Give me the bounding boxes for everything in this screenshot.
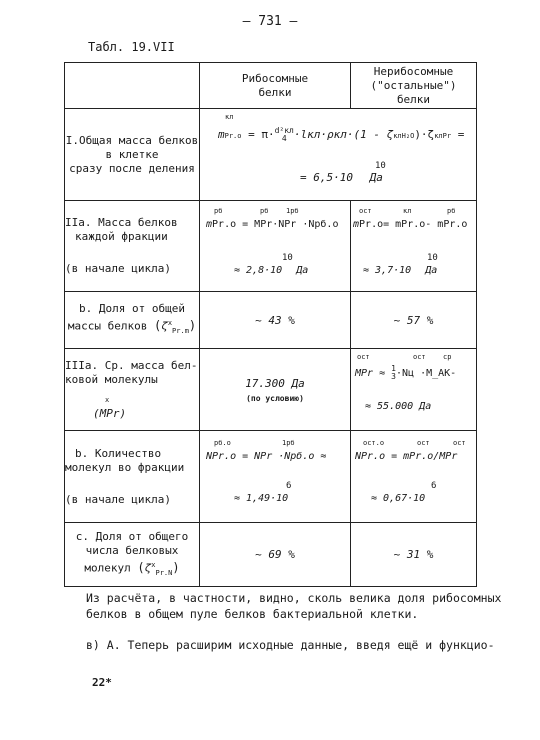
formula-subscript: H₂O xyxy=(401,132,415,140)
formula-superscript: кл xyxy=(434,132,443,140)
formula-symbol: m xyxy=(353,219,360,230)
data-table xyxy=(64,62,477,587)
formula-part: Pr.o = MPr·NPr ·Nрб.o xyxy=(212,219,339,230)
zeta-symbol: ζ xyxy=(144,561,152,575)
formula-superscript: рб xyxy=(260,207,269,215)
header-ribosomal-line1: Рибосомные xyxy=(241,71,309,85)
formula-superscript: рб xyxy=(447,207,456,215)
fraction-numerator: d²кл xyxy=(274,126,294,135)
header-nonribosomal-line1: Нерибосомные xyxy=(373,64,454,78)
average-mass-ribosomal-cell xyxy=(200,349,351,431)
fraction-mass-ribosomal-cell xyxy=(200,201,351,292)
molecule-count-ribosomal-result: ≈ 1,49·10 xyxy=(234,493,289,504)
formula-superscript: ост xyxy=(413,353,426,361)
average-mass-ribosomal-note: (по условию) xyxy=(246,393,304,403)
formula-part: ·lкл·ρкл·(1 - ζ xyxy=(293,128,394,141)
row-label-note: (в начале цикла) xyxy=(65,492,171,506)
row-label-mass-share xyxy=(65,292,200,349)
formula-superscript: ост.o xyxy=(363,439,385,447)
formula-superscript: 1рб xyxy=(282,439,295,447)
row-label-total-mass xyxy=(65,109,200,201)
molecule-count-ribosomal-formula: NPr.o = NPr ·Nрб.o ≈ xyxy=(206,451,327,462)
row-label-line: ковой молекулы xyxy=(65,372,158,386)
result-unit: Да xyxy=(369,171,383,184)
formula-superscript: кл xyxy=(403,207,412,215)
table-row-average-mass xyxy=(65,349,477,431)
signature-mark: 22* xyxy=(92,676,112,689)
row-label-text: молекул xyxy=(84,561,131,575)
fraction-numerator: 1 xyxy=(391,364,396,373)
body-paragraph-continued: в) А. Теперь расширим исходные данные, введя ещё и функцио- xyxy=(86,638,495,652)
table-row-fraction-mass xyxy=(65,201,477,292)
formula-part: = xyxy=(457,128,465,141)
row-label-line: массы белков $(\zeta^x_{Pr.m})$ xyxy=(67,318,197,335)
formula-part: = π· xyxy=(248,128,275,141)
average-mass-ribosomal-value: 17.300 Да xyxy=(245,376,305,390)
fraction-mass-ribosomal-formula xyxy=(206,219,338,230)
formula-superscript: ср xyxy=(443,353,452,361)
formula-superscript: кл xyxy=(225,113,234,121)
formula-subscript: Pr xyxy=(442,132,452,140)
total-mass-result xyxy=(300,171,383,184)
mass-share-ribosomal: ~ 43 % xyxy=(200,292,351,349)
row-label-line: числа белковых xyxy=(85,543,179,557)
table-caption: Табл. 19.VII xyxy=(88,40,175,54)
zeta-symbol: ζ xyxy=(161,319,168,333)
body-paragraph: Из расчёта, в частности, видно, сколь велика доля рибосомных белков в общем пуле белков бактериальной клетки. xyxy=(86,591,502,621)
molecule-count-ribosomal-cell xyxy=(200,431,351,523)
formula-superscript: x xyxy=(151,560,156,569)
formula-superscript: ост xyxy=(417,439,430,447)
formula-superscript: x xyxy=(105,395,110,404)
molecule-count-nonribosomal-result: ≈ 0,67·10 xyxy=(371,493,426,504)
result-exponent: 6 xyxy=(431,481,437,491)
result-value: = 6,5·10 xyxy=(300,171,353,184)
header-empty-cell xyxy=(65,63,200,109)
table-row-molecule-count xyxy=(65,431,477,523)
row-label-line: I.Общая масса белков xyxy=(65,133,199,147)
header-ribosomal xyxy=(200,63,351,109)
total-mass-formula-cell xyxy=(200,109,477,201)
row-label-symbol: (MPr) xyxy=(93,406,127,420)
header-nonribosomal-line2: ("остальные") белки xyxy=(370,78,457,106)
row-label-count-share xyxy=(65,523,200,587)
row-label-line: каждой фракции xyxy=(75,230,168,243)
table-row-mass-share xyxy=(65,292,477,349)
formula-part: ≈ xyxy=(379,368,386,379)
formula-superscript: рб xyxy=(214,207,223,215)
result-exponent: 10 xyxy=(282,253,293,263)
formula-superscript: ост xyxy=(357,353,370,361)
result-value: ≈ 3,7·10 xyxy=(363,265,412,276)
fraction-mass-nonribosomal-formula xyxy=(353,219,467,230)
result-exponent: 10 xyxy=(375,161,386,171)
table-row-total-mass xyxy=(65,109,477,201)
row-label-note: (в начале цикла) xyxy=(65,262,171,275)
table-header-row xyxy=(65,63,477,109)
formula-part: ·Nц xyxy=(395,368,415,379)
formula-subscript: Pr.N xyxy=(155,568,173,577)
formula-fraction xyxy=(275,127,294,143)
formula-superscript: x xyxy=(167,319,173,328)
fraction-denominator: 3 xyxy=(391,372,396,381)
fraction-mass-ribosomal-result xyxy=(234,265,308,276)
fraction-denominator: 4 xyxy=(281,134,287,143)
molecule-count-nonribosomal-cell xyxy=(351,431,477,523)
result-unit: Да xyxy=(425,265,438,276)
row-label-line: IIIa. Ср. масса бел- xyxy=(65,358,198,372)
formula-symbol: m xyxy=(206,219,213,230)
formula-superscript: ост xyxy=(453,439,466,447)
result-exponent: 6 xyxy=(286,481,292,491)
row-label-line: молекул во фракции xyxy=(65,460,185,474)
row-label-line: b. Доля от общей xyxy=(79,302,185,316)
formula-symbol: m xyxy=(218,128,225,141)
result-value: ≈ 2,8·10 xyxy=(234,265,283,276)
average-mass-nonribosomal-formula xyxy=(355,365,456,381)
table-row-count-share xyxy=(65,523,477,587)
total-mass-formula xyxy=(218,127,464,143)
row-label-fraction-mass xyxy=(65,201,200,292)
average-mass-nonribosomal-cell xyxy=(351,349,477,431)
average-mass-nonribosomal-result: ≈ 55.000 Да xyxy=(365,401,432,412)
formula-subscript: Pr.o xyxy=(224,132,242,140)
result-exponent: 10 xyxy=(427,253,438,263)
molecule-count-nonribosomal-formula: NPr.o = mPr.o/MPr xyxy=(355,451,458,462)
fraction-mass-nonribosomal-cell xyxy=(351,201,477,292)
formula-subscript: Pr.m xyxy=(172,326,189,335)
formula-superscript: рб.o xyxy=(214,439,231,447)
formula-superscript: 1рб xyxy=(286,207,299,215)
formula-part: MPr xyxy=(355,368,374,379)
header-ribosomal-line2: белки xyxy=(258,85,292,99)
row-label-line: в клетке xyxy=(105,147,159,161)
count-share-ribosomal: ~ 69 % xyxy=(200,523,351,587)
result-unit: Да xyxy=(296,265,309,276)
row-label-text: массы белков xyxy=(67,319,148,333)
formula-part: )·ζ xyxy=(414,128,435,141)
row-label-line: сразу после деления xyxy=(69,161,195,175)
fraction-mass-nonribosomal-result xyxy=(363,265,437,276)
formula-superscript: кл xyxy=(393,132,402,140)
header-nonribosomal xyxy=(351,63,477,109)
page-number: – 731 – xyxy=(242,14,298,29)
row-label-molecule-count xyxy=(65,431,200,523)
count-share-nonribosomal: ~ 31 % xyxy=(351,523,477,587)
formula-superscript: ост xyxy=(359,207,372,215)
row-label-line: c. Доля от общего xyxy=(75,529,189,543)
formula-part: ·M_АК- xyxy=(420,368,457,379)
row-label-average-mass xyxy=(65,349,200,431)
row-label-line: IIa. Масса белков xyxy=(65,216,178,229)
mass-share-nonribosomal: ~ 57 % xyxy=(351,292,477,349)
formula-part: Pr.o= mPr.o- mPr.o xyxy=(359,219,468,230)
row-label-line: молекул $(\zeta^x_{Pr.N})$ xyxy=(84,560,180,577)
row-label-line: b. Количество xyxy=(75,446,162,460)
